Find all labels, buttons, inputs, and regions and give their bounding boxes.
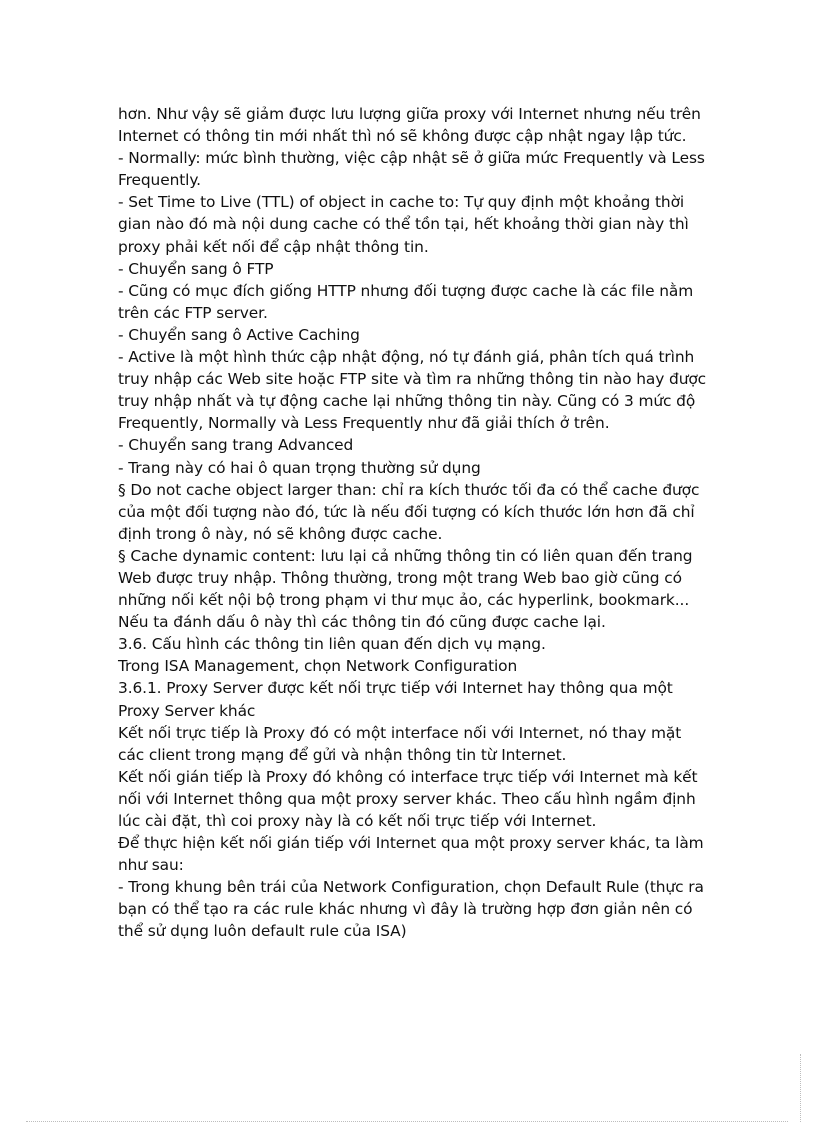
paragraph-direct-connection: Kết nối trực tiếp là Proxy đó có một interface nối với Internet, nó thay mặt các client trong mạng để gửi và nhận thông tin từ Internet.: [118, 723, 682, 764]
paragraph-do-not-cache-larger: § Do not cache object larger than: chỉ ra kích thước tối đa có thể cache được của một đối tượng nào đó, tức là nếu đối tượng có kích thước lớn hơn đã chỉ định trong ô này, nó sẽ không được cache.: [118, 480, 700, 543]
paragraph-default-rule: - Trong khung bên trái của Network Configuration, chọn Default Rule (thực ra bạn có thể tạo ra các rule khác nhưng vì đây là trường hợp đơn giản nên có thể sử dụng luôn default rule của ISA): [118, 878, 704, 941]
document-body: [118, 103, 708, 943]
paragraph-switch-advanced: - Chuyển sang trang Advanced: [118, 436, 354, 455]
paragraph-how-to-indirect: Để thực hiện kết nối gián tiếp với Internet qua một proxy server khác, ta làm như sau:: [118, 834, 704, 875]
paragraph-isa-management: Trong ISA Management, chọn Network Configuration: [118, 657, 518, 676]
paragraph-ftp-description: - Cũng có mục đích giống HTTP nhưng đối tượng được cache là các file nằm trên các FTP server.: [118, 281, 694, 322]
section-heading-3-6-1: 3.6.1. Proxy Server được kết nối trực tiếp với Internet hay thông qua một Proxy Server khác: [118, 679, 673, 720]
paragraph-active-caching-description: - Active là một hình thức cập nhật động, nó tự đánh giá, phân tích quá trình truy nhập các Web site hoặc FTP site và tìm ra những thông tin nào hay được truy nhập nhất và tự động cache lại những thông tin này. Cũng có 3 mức độ Frequently, Normally và Less Frequently như đã giải thích ở trên.: [118, 348, 707, 433]
page-right-border: [800, 1054, 801, 1122]
paragraph-switch-ftp: - Chuyển sang ô FTP: [118, 259, 274, 278]
paragraph-cache-dynamic-content: § Cache dynamic content: lưu lại cả những thông tin có liên quan đến trang Web được truy nhập. Thông thường, trong một trang Web bao giờ cũng có những nối kết nội bộ trong phạm vi thư mục ảo, các hyperlink, bookmark... Nếu ta đánh dấu ô này thì các thông tin đó cũng được cache lại.: [118, 546, 693, 632]
page-bottom-border: [26, 1121, 788, 1122]
paragraph-advanced-intro: - Trang này có hai ô quan trọng thường sử dụng: [118, 458, 481, 477]
paragraph-switch-active-caching: - Chuyển sang ô Active Caching: [118, 325, 360, 344]
paragraph-normally: - Normally: mức bình thường, việc cập nhật sẽ ở giữa mức Frequently và Less Frequently.: [118, 149, 705, 190]
section-heading-3-6: 3.6. Cấu hình các thông tin liên quan đến dịch vụ mạng.: [118, 635, 546, 654]
paragraph-indirect-connection: Kết nối gián tiếp là Proxy đó không có interface trực tiếp với Internet mà kết nối với Internet thông qua một proxy server khác. Theo cấu hình ngầm định lúc cài đặt, thì coi proxy này là có kết nối trực tiếp với Internet.: [118, 767, 698, 830]
paragraph-ttl: - Set Time to Live (TTL) of object in cache to: Tự quy định một khoảng thời gian nào đó mà nội dung cache có thể tồn tại, hết khoảng thời gian này thì proxy phải kết nối để cập nhật thông tin.: [118, 193, 689, 256]
paragraph-cache-less-frequently-continued: hơn. Như vậy sẽ giảm được lưu lượng giữa proxy với Internet nhưng nếu trên Internet có thông tin mới nhất thì nó sẽ không được cập nhật ngay lập tức.: [118, 105, 701, 146]
